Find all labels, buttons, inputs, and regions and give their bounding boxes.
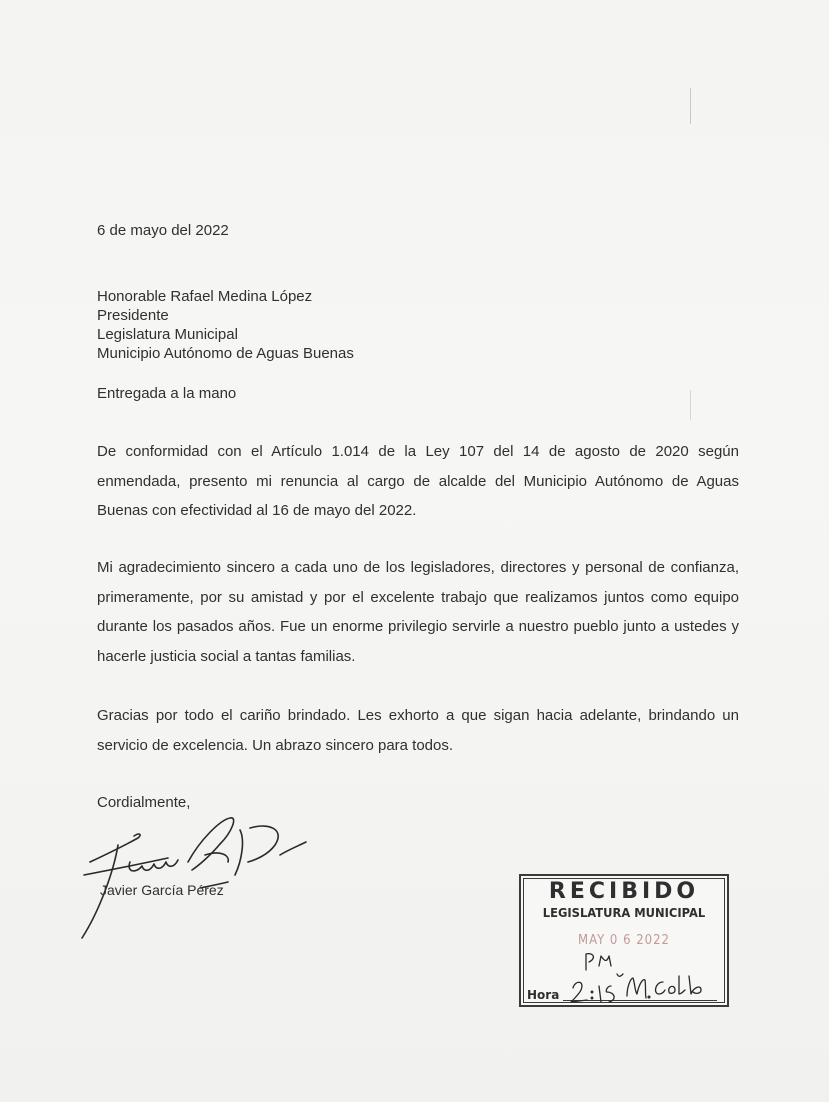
letter-date: 6 de mayo del 2022 [97,222,229,239]
fold-mark [690,88,691,124]
stamp-date: MAY 0 6 2022 [578,933,670,948]
recipient-municipality: Municipio Autónomo de Aguas Buenas [97,345,354,362]
signature-image [70,800,330,950]
stamp-hora-label: Hora [527,988,560,1002]
signer-name: Javier García Pérez [100,882,224,898]
body-paragraph-2: Mi agradecimiento sincero a cada uno de los legisladores, directores y personal de confianza, primeramente, por su amistad y por el excelente trabajo que realizamos juntos como equipo durante los pasados años. Fue un enorme privilegio servirle a nuestro pueblo junto a ustedes y hacerle justicia social a tantas familias. [97,559,739,665]
received-stamp [519,874,729,1007]
fold-mark [690,390,691,420]
closing: Cordialmente, [97,794,191,811]
body-paragraph-1: De conformidad con el Artículo 1.014 de la Ley 107 del 14 de agosto de 2020 según enmendada, presento mi renuncia al cargo de alcalde del Municipio Autónomo de Aguas Buenas con efectividad al 16 de mayo del 2022. [97,443,739,519]
recipient-title: Presidente [97,307,169,324]
stamp-title: RECIBIDO [548,879,700,904]
stamp-handwriting [561,948,726,1008]
recipient-organization: Legislatura Municipal [97,326,238,343]
stamp-subtitle: LEGISLATURA MUNICIPAL [542,905,706,920]
recipient-name: Honorable Rafael Medina López [97,288,313,305]
body-paragraph-3: Gracias por todo el cariño brindado. Les exhorto a que sigan hacia adelante, brindando un servicio de excelencia. Un abrazo sincero para todos. [97,707,739,754]
recipient-block [97,287,354,363]
delivery-note: Entregada a la mano [97,385,237,402]
